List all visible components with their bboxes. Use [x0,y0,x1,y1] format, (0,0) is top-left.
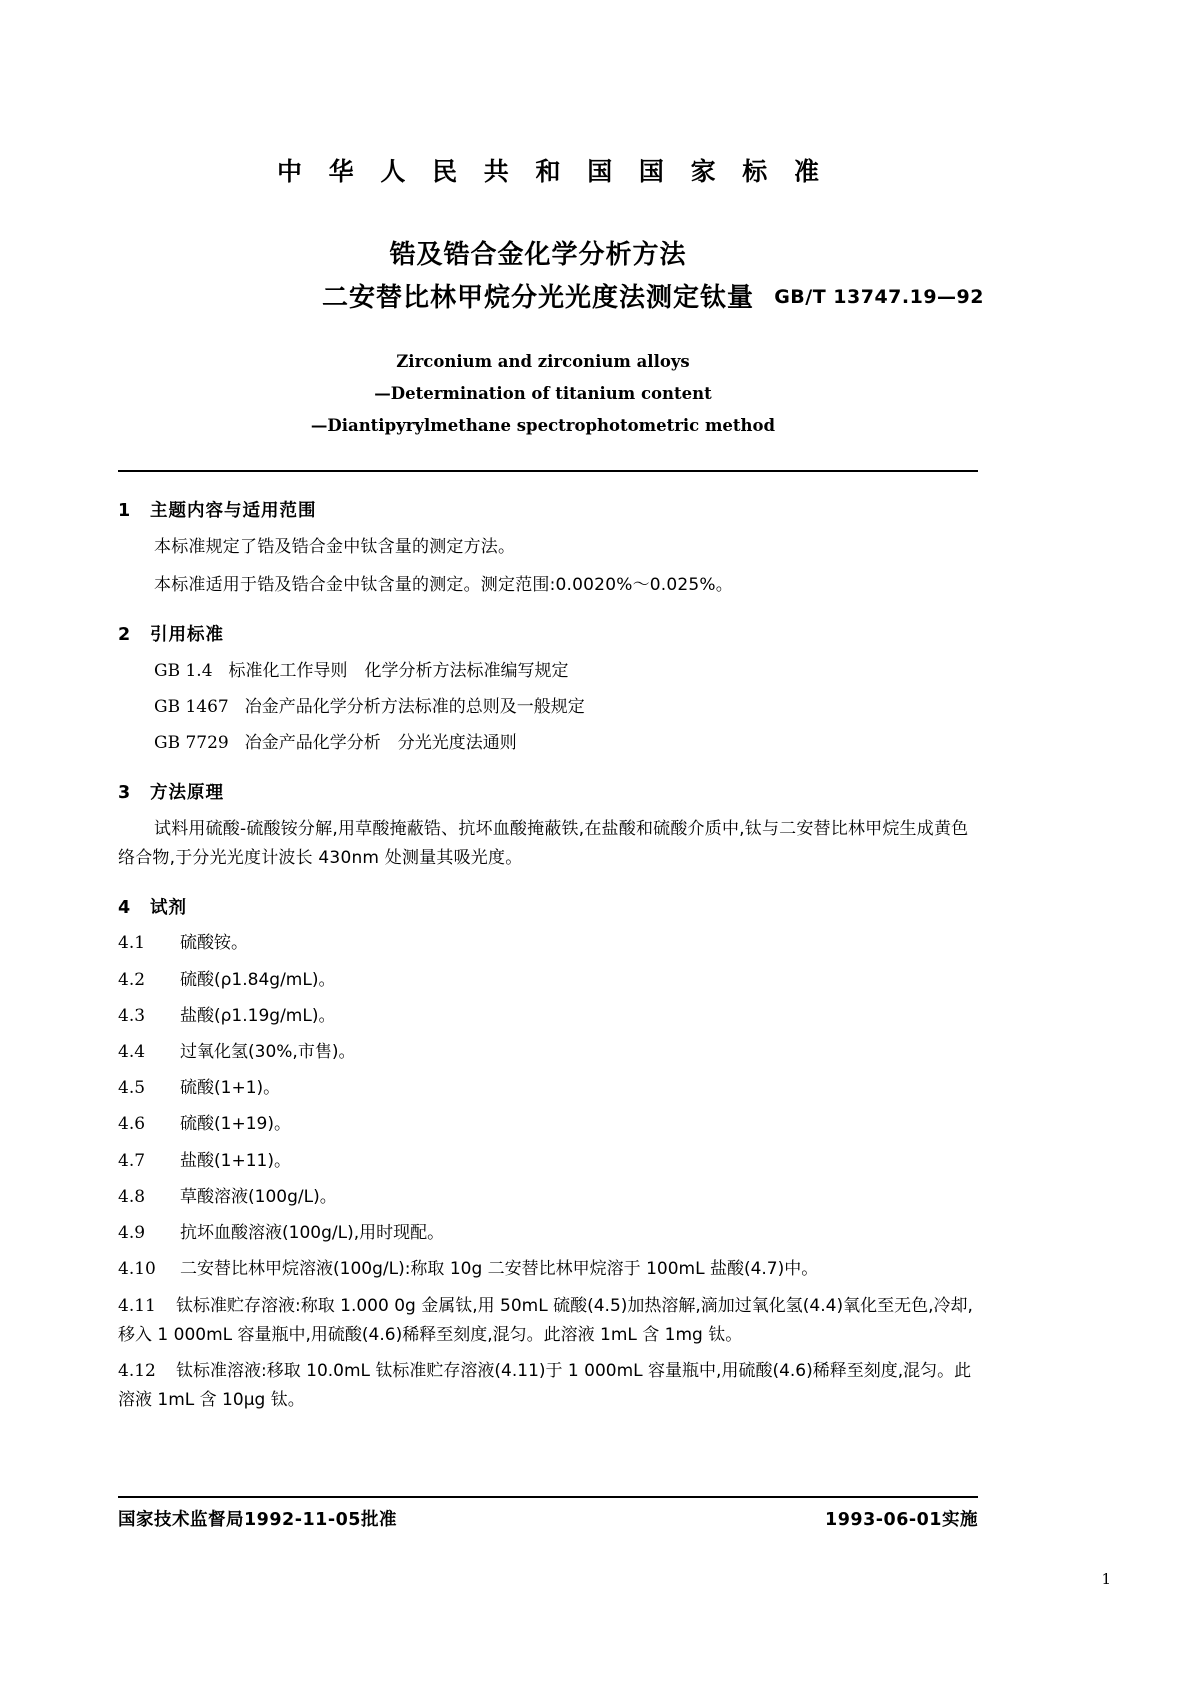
reagent-number: 4.1 [118,933,146,954]
title-block [118,234,984,320]
clause-4-heading [118,895,978,922]
reagent-number: 4.9 [118,1223,146,1244]
english-title-line-1: Zirconium and zirconium alloys [396,351,690,371]
reagent-text: 硫酸(ρ1.84g/mL)。 [180,969,336,990]
reference-standard-item [118,694,978,721]
reagent-item [118,1357,978,1415]
page-footer [118,1506,978,1531]
reagent-item [118,1002,978,1031]
reagent-number: 4.7 [118,1150,146,1171]
reagent-text: 二安替比林甲烷溶液(100g/L):称取 10g 二安替比林甲烷溶于 100mL 盐酸(4.7)中。 [180,1259,819,1280]
document-body [118,498,978,1415]
clause-2-number: 2 [118,624,131,645]
clause-1-paragraph-2: 本标准适用于锆及锆合金中钛含量的测定。测定范围:0.0020%～0.025%。 [154,574,733,595]
reagent-item [118,1110,978,1139]
clause-3-number: 3 [118,782,131,803]
reagent-text: 过氧化氢(30%,市售)。 [180,1042,356,1062]
reference-standard-item [118,730,978,757]
reagent-number: 4.2 [118,969,146,990]
reference-code: GB 1467 [154,697,229,718]
clause-3-title: 方法原理 [150,782,224,803]
header-divider [118,470,978,472]
implementation-statement: 1993-06-01实施 [825,1510,978,1530]
reference-standard-item [118,658,978,685]
clause-3-paragraph-1: 试料用硫酸-硫酸铵分解,用草酸掩蔽锆、抗坏血酸掩蔽铁,在盐酸和硫酸介质中,钛与二安替比林甲烷生成黄色络合物,于分光光度计波长 430nm 处测量其吸光度。 [118,818,969,868]
clause-2-heading [118,622,978,649]
clause-2-title: 引用标准 [150,624,224,645]
reference-title: 标准化工作导则 化学分析方法标准编写规定 [228,661,569,682]
clause-4-title: 试剂 [150,898,187,919]
national-standard-header: 中 华 人 民 共 和 国 国 家 标 准 [276,157,829,186]
reagent-number: 4.8 [118,1186,146,1207]
reagent-text: 草酸溶液(100g/L)。 [180,1186,337,1207]
reagent-number: 4.10 [118,1259,156,1280]
reference-title: 冶金产品化学分析 分光光度法通则 [244,733,517,754]
page-number: 1 [1101,1570,1111,1588]
reagent-number: 4.12 [118,1361,156,1382]
reagent-text: 钛标准贮存溶液:称取 1.000 0g 金属钛,用 50mL 硫酸(4.5)加热溶解,滴加过氧化氢(4.4)氧化至无色,冷却,移入 1 000mL 容量瓶中,用硫酸(4.6)稀释至刻度,混匀。此溶液 1mL 含 1mg 钛。 [118,1295,973,1345]
clause-1-title: 主题内容与适用范围 [150,501,317,522]
reagent-item [118,929,978,958]
page-content [118,0,984,1416]
reagent-text: 硫酸(1+19)。 [180,1114,291,1135]
reagent-text: 钛标准溶液:移取 10.0mL 钛标准贮存溶液(4.11)于 1 000mL 容量瓶中,用硫酸(4.6)稀释至刻度,混匀。此溶液 1mL 含 10μg 钛。 [118,1361,972,1411]
reagent-item [118,1219,978,1248]
reagent-number: 4.5 [118,1078,146,1099]
reagent-item [118,966,978,995]
english-title-block [118,346,978,443]
standard-title-line-1: 锆及锆合金化学分析方法 [389,240,687,270]
reagent-number: 4.4 [118,1042,146,1062]
clause-3-heading [118,780,978,807]
reagent-number: 4.11 [118,1295,156,1316]
reagent-item [118,1038,978,1067]
clause-1-number: 1 [118,501,131,522]
standard-number: GB/T 13747.19—92 [774,286,984,308]
clause-1-heading [118,498,978,525]
reagent-text: 盐酸(1+11)。 [180,1150,291,1171]
reagent-item [118,1183,978,1212]
approval-statement: 国家技术监督局1992-11-05批准 [118,1510,397,1530]
standard-title-line-2: 二安替比林甲烷分光光度法测定钛量 [321,282,754,313]
reagent-item [118,1147,978,1176]
reagent-number: 4.3 [118,1005,146,1026]
clause-1-paragraph-1: 本标准规定了锆及锆合金中钛含量的测定方法。 [154,537,516,558]
reagent-text: 硫酸(1+1)。 [180,1078,281,1099]
reference-title: 冶金产品化学分析方法标准的总则及一般规定 [244,697,585,718]
reference-code: GB 1.4 [154,661,213,682]
reagent-text: 硫酸铵。 [180,933,248,954]
reagent-item [118,1255,978,1284]
footer-divider [118,1496,978,1498]
reference-code: GB 7729 [154,733,229,754]
english-title-line-2: —Determination of titanium content [374,383,712,403]
clause-4-number: 4 [118,898,131,919]
english-title-line-3: —Diantipyrylmethane spectrophotometric method [310,416,776,436]
reagent-number: 4.6 [118,1114,146,1135]
reagent-item [118,1074,978,1103]
reagent-text: 盐酸(ρ1.19g/mL)。 [180,1005,336,1026]
reagent-item [118,1292,978,1350]
reagent-text: 抗坏血酸溶液(100g/L),用时现配。 [180,1223,445,1244]
